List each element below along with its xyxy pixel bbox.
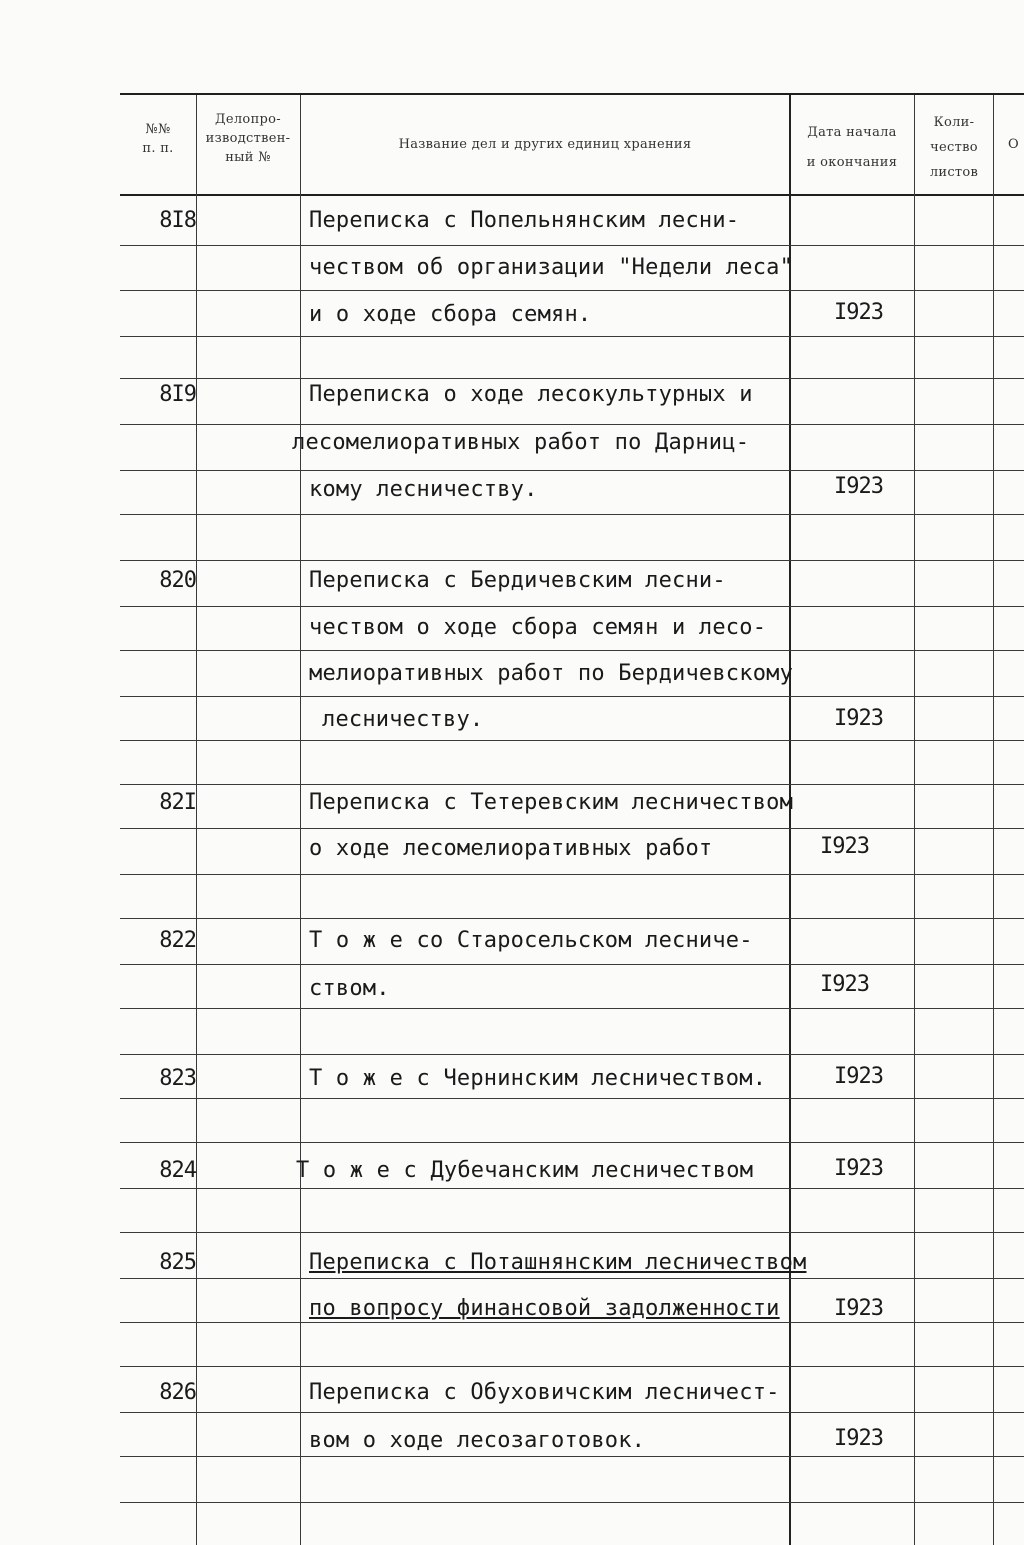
entry-title-line: ством. — [309, 976, 390, 1001]
row-rule — [120, 1278, 1024, 1279]
column-divider — [914, 95, 915, 1545]
entry-title-line: Т о ж е с Чернинским лесничеством. — [309, 1066, 767, 1091]
row-rule — [120, 1008, 1024, 1009]
row-rule — [120, 1502, 1024, 1503]
row-rule — [120, 918, 1024, 919]
entry-title-line: Т о ж е со Старосельском лесниче- — [309, 928, 753, 953]
entry-number: 822 — [159, 928, 196, 953]
row-rule — [120, 874, 1024, 875]
entry-year: I923 — [834, 1064, 883, 1089]
entry-title-line: Переписка с Бердичевским лесни- — [309, 568, 726, 593]
row-rule — [120, 424, 1024, 425]
entry-number: 823 — [159, 1066, 196, 1091]
header-notes: О — [1008, 137, 1019, 152]
row-rule — [120, 650, 1024, 651]
entry-title-line: кому лесничеству. — [309, 477, 538, 502]
header-title: Название дел и других единиц хранения — [398, 137, 692, 152]
column-divider — [993, 95, 994, 1545]
table-top-border — [120, 93, 1024, 95]
row-rule — [120, 1142, 1024, 1143]
entry-number: 826 — [159, 1380, 196, 1405]
entry-title-line: мелиоративных работ по Бердичевскому — [309, 661, 794, 686]
entry-title-line: Переписка с Попельнянским лесни- — [309, 208, 740, 233]
header-sheets-line: Коли- — [933, 115, 975, 130]
row-rule — [120, 290, 1024, 291]
entry-title-line: Переписка с Поташнянским лесничеством — [309, 1250, 807, 1275]
row-rule — [120, 1366, 1024, 1367]
entry-year: I923 — [834, 474, 883, 499]
entry-title-line: Переписка о ходе лесокультурных и — [309, 382, 753, 407]
header-office-line: изводствен- — [205, 131, 291, 146]
entry-title-line: Переписка с Тетеревским лесничеством — [309, 790, 794, 815]
row-rule — [120, 828, 1024, 829]
header-dates-line: Дата начала — [807, 125, 897, 140]
header-office-line: Делопро- — [215, 112, 281, 127]
entry-year: I923 — [834, 1156, 883, 1181]
entry-title-line: чеством о ходе сбора семян и лесо- — [309, 615, 767, 640]
row-rule — [120, 1188, 1024, 1189]
entry-title-line: по вопросу финансовой задолженности — [309, 1296, 780, 1321]
header-office-line: ный № — [225, 150, 271, 165]
row-rule — [120, 1232, 1024, 1233]
entry-title-line: и о ходе сбора семян. — [309, 302, 592, 327]
row-rule — [120, 740, 1024, 741]
header-sheets — [916, 110, 992, 185]
entry-number: 825 — [159, 1250, 196, 1275]
column-divider — [300, 95, 301, 1545]
header-sheets-line: листов — [929, 165, 979, 180]
row-rule — [120, 470, 1024, 471]
column-divider — [196, 95, 197, 1545]
header-dates — [792, 118, 912, 178]
entry-title-line: о ходе лесомелиоративных работ — [309, 836, 713, 861]
entry-number: 8I9 — [159, 382, 196, 407]
header-sheets-line: чество — [930, 140, 978, 155]
entry-year: I923 — [820, 834, 869, 859]
entry-number: 8I8 — [159, 208, 196, 233]
header-number-line: п. п. — [142, 141, 174, 156]
header-office-number — [198, 110, 298, 167]
row-rule — [120, 1322, 1024, 1323]
row-rule — [120, 378, 1024, 379]
row-rule — [120, 964, 1024, 965]
header-dates-line: и окончания — [806, 155, 898, 170]
entry-title-line: чеством об организации "Недели леса" — [309, 255, 794, 280]
entry-year: I923 — [834, 1426, 883, 1451]
entry-year: I923 — [834, 300, 883, 325]
entry-number: 820 — [159, 568, 196, 593]
header-number — [122, 120, 194, 158]
row-rule — [120, 245, 1024, 246]
row-rule — [120, 1456, 1024, 1457]
header-bottom-border — [120, 194, 1024, 196]
entry-title-line: вом о ходе лесозаготовок. — [309, 1428, 646, 1453]
entry-title-line: Переписка с Обуховичским лесничест- — [309, 1380, 780, 1405]
entry-number: 824 — [159, 1158, 196, 1183]
row-rule — [120, 784, 1024, 785]
row-rule — [120, 606, 1024, 607]
entry-title-line: лесничеству. — [322, 707, 484, 732]
row-rule — [120, 514, 1024, 515]
row-rule — [120, 1098, 1024, 1099]
entry-year: I923 — [820, 972, 869, 997]
row-rule — [120, 1054, 1024, 1055]
header-number-line: №№ — [145, 122, 171, 137]
row-rule — [120, 1412, 1024, 1413]
entry-year: I923 — [834, 706, 883, 731]
row-rule — [120, 560, 1024, 561]
row-rule — [120, 696, 1024, 697]
column-divider — [789, 95, 791, 1545]
entry-title-line: лесомелиоративных работ по Дарниц- — [292, 430, 750, 455]
entry-title-line: Т о ж е с Дубечанским лесничеством — [296, 1158, 754, 1183]
entry-number: 82I — [159, 790, 196, 815]
entry-year: I923 — [834, 1296, 883, 1321]
row-rule — [120, 336, 1024, 337]
